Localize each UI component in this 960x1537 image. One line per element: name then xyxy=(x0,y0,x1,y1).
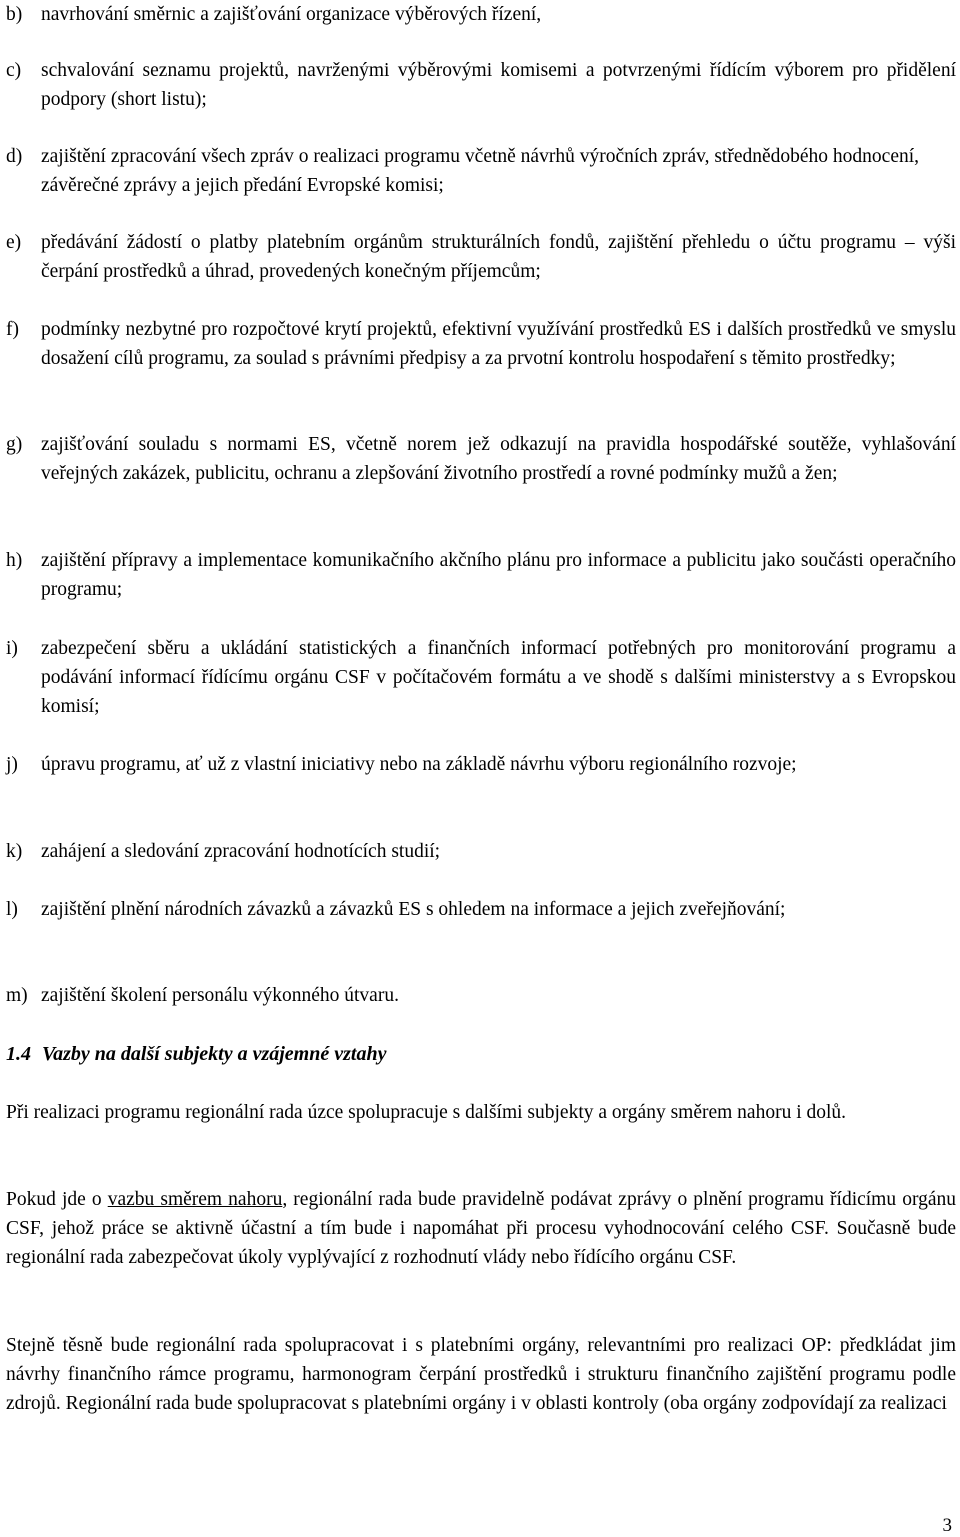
list-marker: i) xyxy=(6,638,18,659)
list-item-text: zajištění zpracování všech zpráv o realizaci programu včetně návrhů výročních zpráv, střednědobého hodnocení, závěrečné zprávy a jejich předání Evropské komisi; xyxy=(41,146,920,196)
list-marker: l) xyxy=(6,899,18,920)
list-marker: g) xyxy=(6,434,23,455)
section-title: Vazby na další subjekty a vzájemné vztahy xyxy=(42,1043,387,1065)
list-marker: m) xyxy=(6,985,28,1006)
paragraph-2 xyxy=(6,1185,956,1272)
list-item-j xyxy=(6,750,956,779)
section-heading xyxy=(6,1040,386,1069)
list-item-text: podmínky nezbytné pro rozpočtové krytí projektů, efektivní využívání prostředků ES i dalších prostředků ve smyslu dosažení cílů programu, za soulad s právními předpisy a za prvotní kontrolu hospodaření s těmito prostředky; xyxy=(41,319,956,369)
underlined-phrase: vazbu směrem nahoru xyxy=(107,1189,283,1210)
list-item-text: úpravu programu, ať už z vlastní iniciativy nebo na základě návrhu výboru regionálního rozvoje; xyxy=(41,754,797,775)
list-marker: h) xyxy=(6,550,23,571)
list-marker: k) xyxy=(6,841,23,862)
list-item-m xyxy=(6,981,956,1010)
list-marker: e) xyxy=(6,232,22,253)
list-item-text: zabezpečení sběru a ukládání statistických a finančních informací potřebných pro monitorování programu a podávání informací řídícímu orgánu CSF v počítačovém formátu a ve shodě s dalšími ministerstvy a s Evropskou komisí; xyxy=(41,638,956,717)
list-marker: f) xyxy=(6,319,19,340)
list-marker: d) xyxy=(6,146,23,167)
list-item-i xyxy=(6,634,956,721)
list-item-text: zahájení a sledování zpracování hodnotících studií; xyxy=(41,841,441,862)
list-item-text: schvalování seznamu projektů, navrženými výběrovými komisemi a potvrzenými řídícím výborem pro přidělení podpory (short listu); xyxy=(41,60,956,110)
list-item-l xyxy=(6,895,956,924)
list-item-g xyxy=(6,430,956,488)
list-marker: c) xyxy=(6,60,22,81)
list-item-d xyxy=(6,142,956,200)
paragraph-2-rest: , regionální rada bude pravidelně podávat zprávy o plnění programu řídicímu orgánu CSF, jehož práce se aktivně účastní a tím bude i napomáhat při procesu vyhodnocování celého CSF. Současně bude regionální rada zabezpečovat úkoly vyplývající z rozhodnutí vlády nebo řídícího orgánu CSF. xyxy=(6,1189,956,1268)
section-number: 1.4 xyxy=(6,1043,31,1065)
list-item-c xyxy=(6,56,956,114)
list-item-h xyxy=(6,546,956,604)
paragraph-1: Při realizaci programu regionální rada úzce spolupracuje s dalšími subjekty a orgány směrem nahoru i dolů. xyxy=(6,1102,847,1123)
list-marker: j) xyxy=(6,754,18,775)
list-item-text: zajišťování souladu s normami ES, včetně norem jež odkazují na pravidla hospodářské soutěže, vyhlašování veřejných zakázek, publicitu, ochranu a zlepšování životního prostředí a rovné podmínky mužů a žen; xyxy=(41,434,956,484)
list-item-k xyxy=(6,837,956,866)
list-item-text: předávání žádostí o platby platebním orgánům strukturálních fondů, zajištění přehledu o účtu programu – výši čerpání prostředků a úhrad, provedených konečným příjemcům; xyxy=(41,232,956,282)
list-item-e xyxy=(6,228,956,286)
list-item-text: zajištění přípravy a implementace komunikačního akčního plánu pro informace a publicitu jako součásti operačního programu; xyxy=(41,550,956,600)
list-item-text: zajištění plnění národních závazků a závazků ES s ohledem na informace a jejich zveřejňování; xyxy=(41,899,786,920)
paragraph-2-start: Pokud jde o xyxy=(6,1189,108,1210)
list-item-text: navrhování směrnic a zajišťování organizace výběrových řízení, xyxy=(41,4,542,25)
list-item-b xyxy=(6,0,956,29)
list-item-text: zajištění školení personálu výkonného útvaru. xyxy=(41,985,399,1006)
list-item-f xyxy=(6,315,956,373)
page-number: 3 xyxy=(942,1515,952,1536)
list-marker: b) xyxy=(6,4,23,25)
paragraph-3: Stejně těsně bude regionální rada spolupracovat i s platebními orgány, relevantními pro realizaci OP: předkládat jim návrhy finančního rámce programu, harmonogram čerpání prostředků i strukturu finančního zajištění programu podle zdrojů. Regionální rada bude spolupracovat s platebními orgány i v oblasti kontroly (oba orgány zodpovídají za realizaci xyxy=(6,1335,956,1414)
